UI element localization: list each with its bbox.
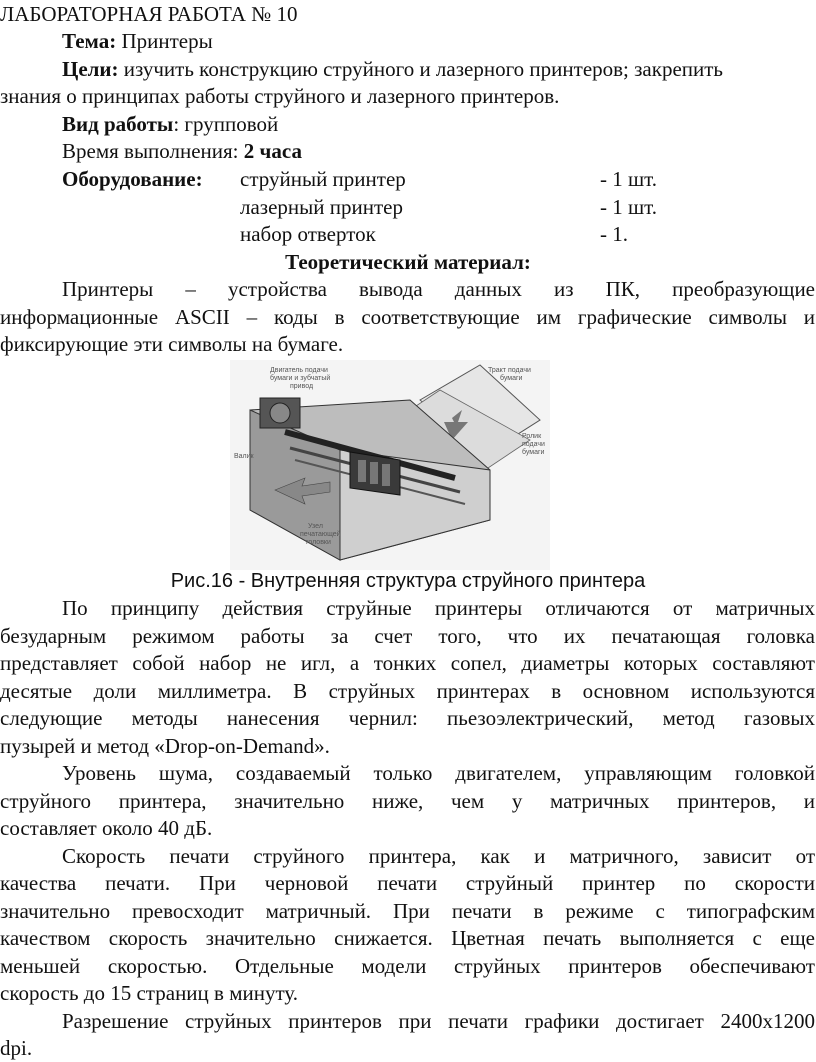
goals-text-line1: изучить конструкцию струйного и лазерного принтеров; закрепить [118,57,724,81]
printer-structure-illustration [230,360,550,570]
goals-text-line2: знания о принципах работы струйного и лазерного принтеров. [0,84,560,108]
paragraph-line: представляет собой набор не игл, а тонких сопел, диаметры которых составляют [0,651,815,675]
equipment-item: лазерный принтер [240,195,403,219]
time-line [62,138,302,165]
paragraph-line: качества печати. При черновой печати струйный принтер по скорости [0,871,815,895]
label-platen: Валик [234,453,254,460]
svg-text:бумаги: бумаги [522,449,545,456]
paragraph-line: следующие методы нанесения чернил: пьезоэлектрический, метод газовых [0,706,815,730]
equipment-item: струйный принтер [240,167,406,191]
svg-text:Двигатель подачи: Двигатель подачи [270,367,328,374]
svg-text:печатающей: печатающей [300,531,341,538]
paragraph-line: десятые доли миллиметра. В струйных принтерах в основном используются [0,679,815,703]
intro-line: Принтеры – устройства вывода данных из ПК, преобразующие [62,277,815,301]
worktype-line [62,111,278,138]
time-value: 2 часа [243,139,302,163]
svg-text:привод: привод [290,383,314,390]
svg-text:Ролик: Ролик [522,433,542,440]
paragraph-line: качеством скорость значительно снижается. Цветная печать выполняется с еще [0,926,815,950]
topic-line [62,28,213,55]
svg-text:Тракт подачи: Тракт подачи [488,367,531,374]
time-label: Время выполнения: [62,139,244,163]
equipment-qty: - 1 шт. [600,167,658,191]
paragraph-line: По принципу действия струйные принтеры отличаются от матричных [62,596,815,620]
paragraph-line: струйного принтера, значительно ниже, чем у матричных принтеров, и [0,789,815,813]
paragraph-line: пузырей и метод «Drop-on-Demand». [0,734,330,758]
goals-line [62,56,723,83]
svg-text:бумаги: бумаги [500,375,523,382]
figure-caption: Рис.16 - Внутренняя структура струйного принтера [170,570,646,592]
paragraph-line: Скорость печати струйного принтера, как и матричного, зависит от [62,844,815,868]
svg-text:подачи: подачи [522,441,545,448]
worktype-value: : групповой [173,112,279,136]
paragraph-line: dpi. [0,1036,33,1060]
equipment-item: набор отверток [240,222,376,246]
paragraph-line: безударным режимом работы за счет того, что их печатающая головка [0,624,815,648]
svg-text:Узел: Узел [308,523,323,530]
paragraph-line: Разрешение струйных принтеров при печати графики достигает 2400х1200 [62,1009,815,1033]
paragraph-line: скорость до 15 страниц в минуту. [0,981,299,1005]
goals-label: Цели: [62,57,119,81]
svg-text:бумаги и зубчатый: бумаги и зубчатый [270,375,331,382]
intro-line: фиксирующие эти символы на бумаге. [0,332,344,356]
paragraph-line: меньшей скоростью. Отдельные модели струйных принтеров обеспечивают [0,954,815,978]
intro-line: информационные ASCII – коды в соответствующие им графические символы и [0,305,815,329]
paragraph-line: Уровень шума, создаваемый только двигателем, управляющим головкой [62,761,815,785]
equipment-qty: - 1 шт. [600,195,658,219]
page-title: ЛАБОРАТОРНАЯ РАБОТА № 10 [0,2,298,26]
equipment-qty: - 1. [600,222,628,246]
topic-label: Тема: [62,29,117,53]
topic-value: Принтеры [116,29,213,53]
svg-text:головки: головки [306,539,331,546]
theory-heading: Теоретический материал: [285,250,531,274]
paragraph-line: составляет около 40 дБ. [0,816,213,840]
equipment-label: Оборудование: [62,167,203,191]
worktype-label: Вид работы [62,112,174,136]
paragraph-line: значительно превосходит матричный. При печати в режиме с типографским [0,899,815,923]
